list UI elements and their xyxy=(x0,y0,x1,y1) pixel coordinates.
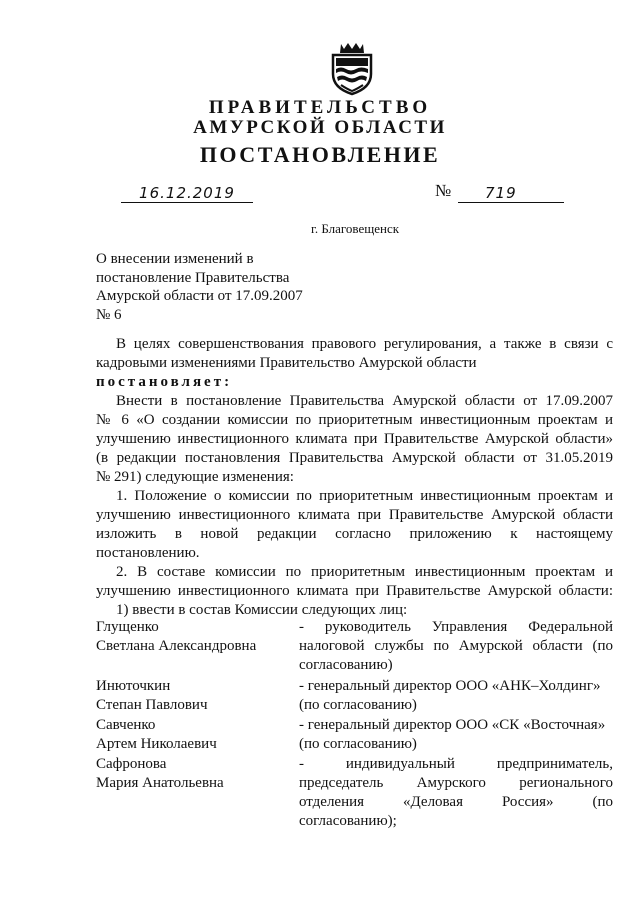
amur-coat-of-arms-icon xyxy=(327,40,377,96)
position-line: председатель Амурского регионального xyxy=(299,775,613,791)
org-name-line1: ПРАВИТЕЛЬСТВО xyxy=(208,97,432,118)
document-date: 16.12.2019 xyxy=(139,184,235,202)
member-name xyxy=(96,716,296,754)
body-line: № 6 «О создании комиссии по приоритетным инвестиционным проектам и xyxy=(96,412,613,428)
city-name: г. Благовещенск xyxy=(310,221,400,236)
member-surname: Глущенко xyxy=(96,619,159,635)
title-line: Амурской области от 17.09.2007 xyxy=(96,288,303,304)
position-line: - генеральный директор ООО «АНК–Холдинг» xyxy=(299,678,601,694)
position-line: - индивидуальный предприниматель, xyxy=(299,756,613,772)
member-surname: Савченко xyxy=(96,717,156,733)
body-line: (в редакции постановления Правительства Амурской области от 31.05.2019 xyxy=(96,450,613,466)
title-line: постановление Правительства xyxy=(96,269,290,286)
member-position xyxy=(299,755,613,831)
position-line: отделения «Деловая Россия» (по xyxy=(299,794,613,810)
body-line: улучшению инвестиционного климата при Правительстве Амурской области xyxy=(96,507,613,523)
member-surname: Инюточкин xyxy=(96,678,171,694)
document-type-heading: ПОСТАНОВЛЕНИЕ xyxy=(199,142,441,167)
position-line: налоговой службы по Амурской области (по xyxy=(299,638,613,654)
position-line: - генеральный директор ООО «СК «Восточная» xyxy=(299,717,606,733)
body-line: изложить в новой редакции согласно приложению к настоящему xyxy=(96,526,613,542)
body-line: 1. Положение о комиссии по приоритетным инвестиционным проектам и xyxy=(116,488,613,504)
member-given-names: Артем Николаевич xyxy=(96,736,217,752)
member-given-names: Светлана Александровна xyxy=(96,638,257,654)
body-line: кадровыми изменениями Правительство Амурской области xyxy=(96,355,477,371)
member-position xyxy=(299,618,613,675)
member-position xyxy=(299,716,613,754)
body-line: В целях совершенствования правового регулирования, а также в связи с xyxy=(116,336,613,352)
member-surname: Сафронова xyxy=(96,756,167,772)
title-line: № 6 xyxy=(96,306,122,323)
body-line: улучшению инвестиционного климата при Правительстве Амурской области: xyxy=(96,583,613,599)
member-name xyxy=(96,618,296,656)
body-line: 2. В составе комиссии по приоритетным инвестиционным проектам и xyxy=(116,564,613,580)
member-name xyxy=(96,677,296,715)
document-number: 719 xyxy=(485,184,517,202)
position-line: - руководитель Управления Федеральной xyxy=(299,619,613,635)
resolves-keyword: постановляет: xyxy=(96,374,233,390)
body-line: постановлению. xyxy=(96,545,200,561)
number-underline xyxy=(458,200,564,203)
member-position xyxy=(299,677,613,715)
body-line: № 291) следующие изменения: xyxy=(96,469,294,485)
position-line: (по согласованию) xyxy=(299,736,417,752)
title-line: О внесении изменений в xyxy=(96,251,254,267)
position-line: согласованию); xyxy=(299,813,397,829)
body-line: улучшению инвестиционного климата при Правительстве Амурской области» xyxy=(96,431,613,447)
member-given-names: Мария Анатольевна xyxy=(96,775,224,791)
member-given-names: Степан Павлович xyxy=(96,697,208,713)
number-sign: № xyxy=(435,181,452,200)
org-name-line2: АМУРСКОЙ ОБЛАСТИ xyxy=(193,117,447,138)
body-line: 1) ввести в состав Комиссии следующих лиц: xyxy=(116,602,408,618)
date-underline xyxy=(121,200,253,203)
position-line: согласованию) xyxy=(299,657,393,673)
document-title xyxy=(96,250,326,324)
body-line: Внести в постановление Правительства Амурской области от 17.09.2007 xyxy=(116,393,613,409)
member-name xyxy=(96,755,296,793)
position-line: (по согласованию) xyxy=(299,697,417,713)
